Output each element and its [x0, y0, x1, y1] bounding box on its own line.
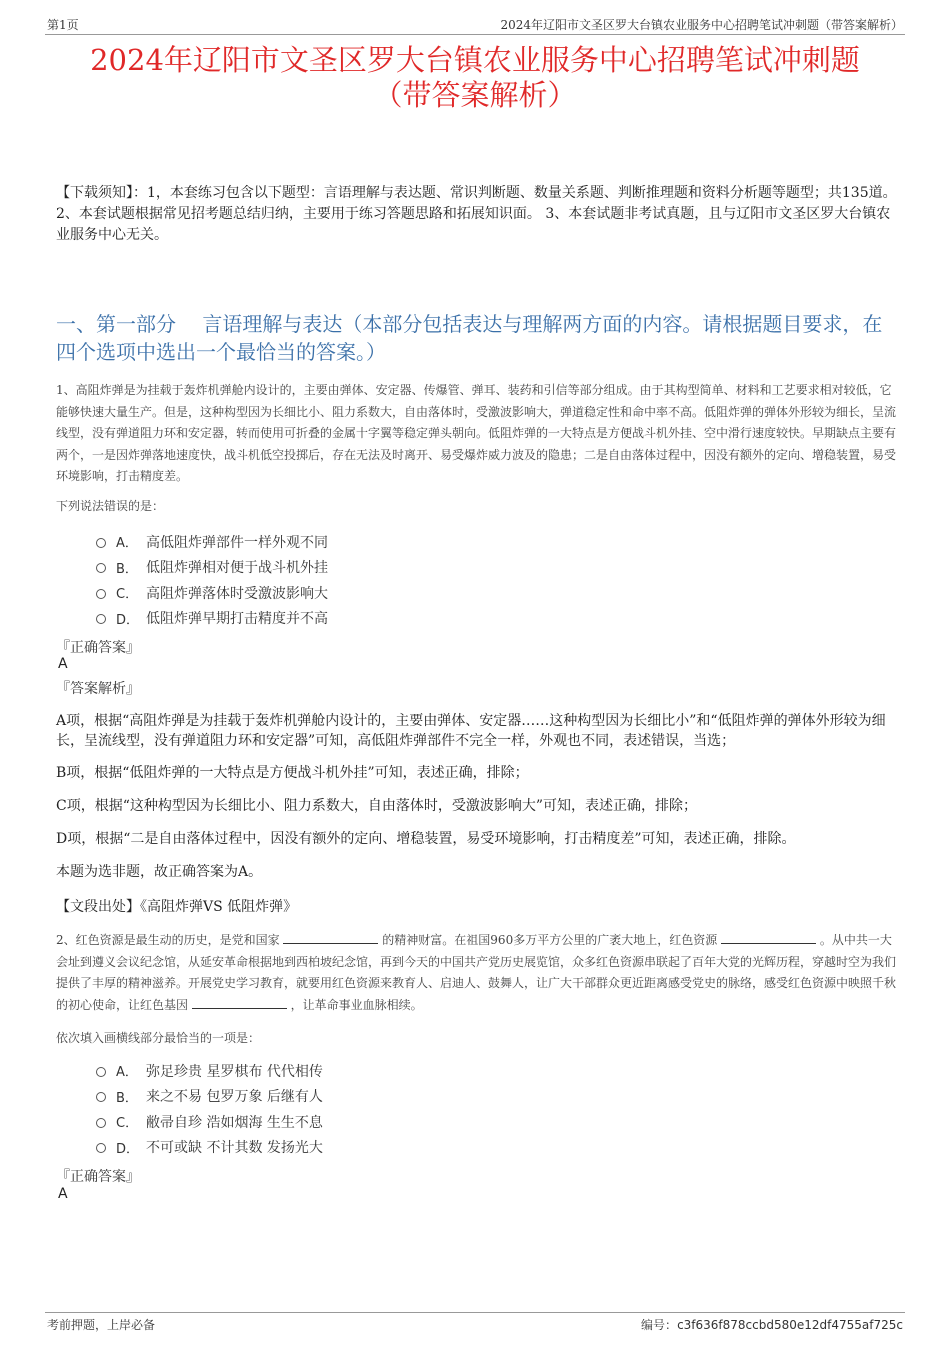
fill-blank-1[interactable]: [283, 931, 378, 944]
radio-icon[interactable]: [96, 1067, 106, 1077]
option-text: 弥足珍贵 星罗棋布 代代相传: [146, 1063, 323, 1080]
analysis-item: B项，根据“低阻炸弹的一大特点是方便战斗机外挂”可知，表述正确，排除；: [56, 765, 529, 781]
option-letter: B．: [116, 1090, 138, 1106]
radio-icon[interactable]: [96, 538, 106, 548]
radio-icon[interactable]: [96, 589, 106, 599]
analysis-item: C项，根据“这种构型因为长细比小、阻力系数大，自由落体时，受激波影响大”可知，表述正确，排除；: [56, 798, 698, 814]
option-text: 不可或缺 不计其数 发扬光大: [146, 1140, 323, 1157]
question-1-text: 1、高阻炸弹是为挂载于轰炸机弹舱内设计的，主要由弹体、安定器、传爆管、弹耳、装药和引信等部分组成。由于其构型简单、材料和工艺要求相对较低，它能够快速大量生产。但是，这种构型因为长细比小、阻力系数大，自由落体时，受激波影响大，弹道稳定性和命中率不高。低阻炸弹的弹体外形较为细长，呈流线型，没有弹道阻力环和安定器，转而使用可折叠的金属十字翼等稳定弹头朝向。低阻炸弹的一大特点是方便战斗机外挂、空中滑行速度较快。早期缺点主要有两个，一是因炸弹落地速度快，战斗机低空投掷后，存在无法及时离开、易受爆炸威力波及的隐患；二是自由落体过程中，因没有额外的定向、增稳装置，易受环境影响，打击精度差。: [56, 383, 897, 483]
correct-answer-label: 『正确答案』: [56, 1169, 140, 1185]
radio-icon[interactable]: [96, 563, 106, 573]
radio-icon[interactable]: [96, 1118, 106, 1128]
option-letter: C．: [116, 587, 139, 603]
question-1-option-a[interactable]: [96, 529, 328, 555]
option-letter: D．: [116, 612, 140, 628]
question-2-text-part1: 2、红色资源是最生动的历史，是党和国家: [56, 933, 280, 947]
question-1-option-b[interactable]: [96, 555, 328, 581]
page-number: 第1页: [47, 18, 79, 32]
question-1-option-d[interactable]: [96, 606, 328, 632]
question-1-prompt: 下列说法错误的是：: [56, 499, 165, 513]
option-text: 低阻炸弹早期打击精度并不高: [146, 611, 328, 628]
question-2-options: [96, 1058, 323, 1160]
footer-code: [641, 1316, 903, 1333]
question-1-answer: A: [58, 656, 68, 672]
option-letter: D．: [116, 1141, 140, 1157]
source-citation: 【文段出处】《高阻炸弹VS 低阻炸弹》: [56, 899, 298, 915]
question-2-prompt: 依次填入画横线部分最恰当的一项是：: [56, 1031, 261, 1045]
footer-code-value: c3f636f878ccbd580e12df4755af725c: [677, 1318, 903, 1332]
option-text: 来之不易 包罗万象 后继有人: [146, 1089, 323, 1106]
page-header: [45, 14, 905, 35]
option-text: 低阻炸弹相对便于战斗机外挂: [146, 560, 328, 577]
question-1-option-c[interactable]: [96, 580, 328, 606]
question-2-option-d[interactable]: [96, 1135, 323, 1161]
correct-answer-label: 『正确答案』: [56, 640, 140, 656]
section-heading: 一、第一部分 言语理解与表达（本部分包括表达与理解两方面的内容。请根据题目要求，在四个选项中选出一个最恰当的答案。）: [56, 312, 883, 364]
question-2-text-part4: ，让革命事业血脉相续。: [290, 997, 423, 1012]
question-2-option-b[interactable]: [96, 1084, 323, 1110]
option-text: 高阻炸弹落体时受激波影响大: [146, 585, 328, 602]
question-2-text: [56, 930, 898, 1016]
radio-icon[interactable]: [96, 614, 106, 624]
option-letter: A．: [116, 536, 138, 552]
question-2-text-part3: 。从中共一大会址到遵义会议纪念馆，从延安革命根据地到西柏坡纪念馆，再到今天的中国共产党历史展览馆，众多红色资源串联起了百年大党的光辉历程，穿越时空为我们提供了丰厚的精神滋养。开展党史学习教育，就要用红色资源来教育人、启迪人、鼓舞人，让广大干部群众更近距离感受党史的脉络，感受红色资源中映照千秋的初心使命，让红色基因: [56, 933, 897, 1012]
radio-icon[interactable]: [96, 1092, 106, 1102]
option-letter: B．: [116, 561, 138, 577]
download-notice: 【下载须知】：1，本套练习包含以下题型：言语理解与表达题、常识判断题、数量关系题、判断推理题和资料分析题等题型；共135道。 2、本套试题根据常见招考题总结归纳，主要用于练习答题思路和拓展知识面。 3、本套试题非考试真题，且与辽阳市文圣区罗大台镇农业服务中心无关。: [56, 185, 897, 243]
document-title: [40, 43, 910, 113]
analysis-item: D项，根据“二是自由落体过程中，因没有额外的定向、增稳装置，易受环境影响，打击精度差”可知，表述正确，排除。: [56, 831, 796, 847]
document-title-line1: 2024年辽阳市文圣区罗大台镇农业服务中心招聘笔试冲刺题: [90, 43, 860, 77]
question-2-option-a[interactable]: [96, 1058, 323, 1084]
radio-icon[interactable]: [96, 1143, 106, 1153]
option-text: 高低阻炸弹部件一样外观不同: [146, 534, 328, 551]
option-letter: C．: [116, 1116, 139, 1132]
header-doc-title: 2024年辽阳市文圣区罗大台镇农业服务中心招聘笔试冲刺题（带答案解析）: [500, 18, 903, 32]
page-footer: [45, 1312, 905, 1332]
question-1-options: [96, 529, 328, 631]
footer-slogan: 考前押题，上岸必备: [47, 1318, 156, 1332]
document-title-line2: （带答案解析）: [373, 78, 577, 112]
analysis-label: 『答案解析』: [56, 681, 140, 697]
footer-code-label: 编号：: [641, 1318, 678, 1332]
fill-blank-2[interactable]: [721, 931, 816, 944]
question-2-answer: A: [58, 1186, 68, 1202]
analysis-conclusion: 本题为选非题，故正确答案为A。: [56, 864, 263, 880]
question-2-text-part2: 的精神财富。在祖国960多万平方公里的广袤大地上，红色资源: [382, 933, 718, 947]
fill-blank-3[interactable]: [192, 996, 287, 1009]
option-letter: A．: [116, 1065, 138, 1081]
option-text: 敝帚自珍 浩如烟海 生生不息: [146, 1114, 323, 1131]
analysis-item: A项，根据“高阻炸弹是为挂载于轰炸机弹舱内设计的，主要由弹体、安定器……这种构型因为长细比小”和“低阻炸弹的弹体外形较为细长，呈流线型，没有弹道阻力环和安定器”可知，高低阻炸弹部件不完全一样，外观也不同，表述错误，当选；: [56, 713, 886, 749]
question-2-option-c[interactable]: [96, 1109, 323, 1135]
